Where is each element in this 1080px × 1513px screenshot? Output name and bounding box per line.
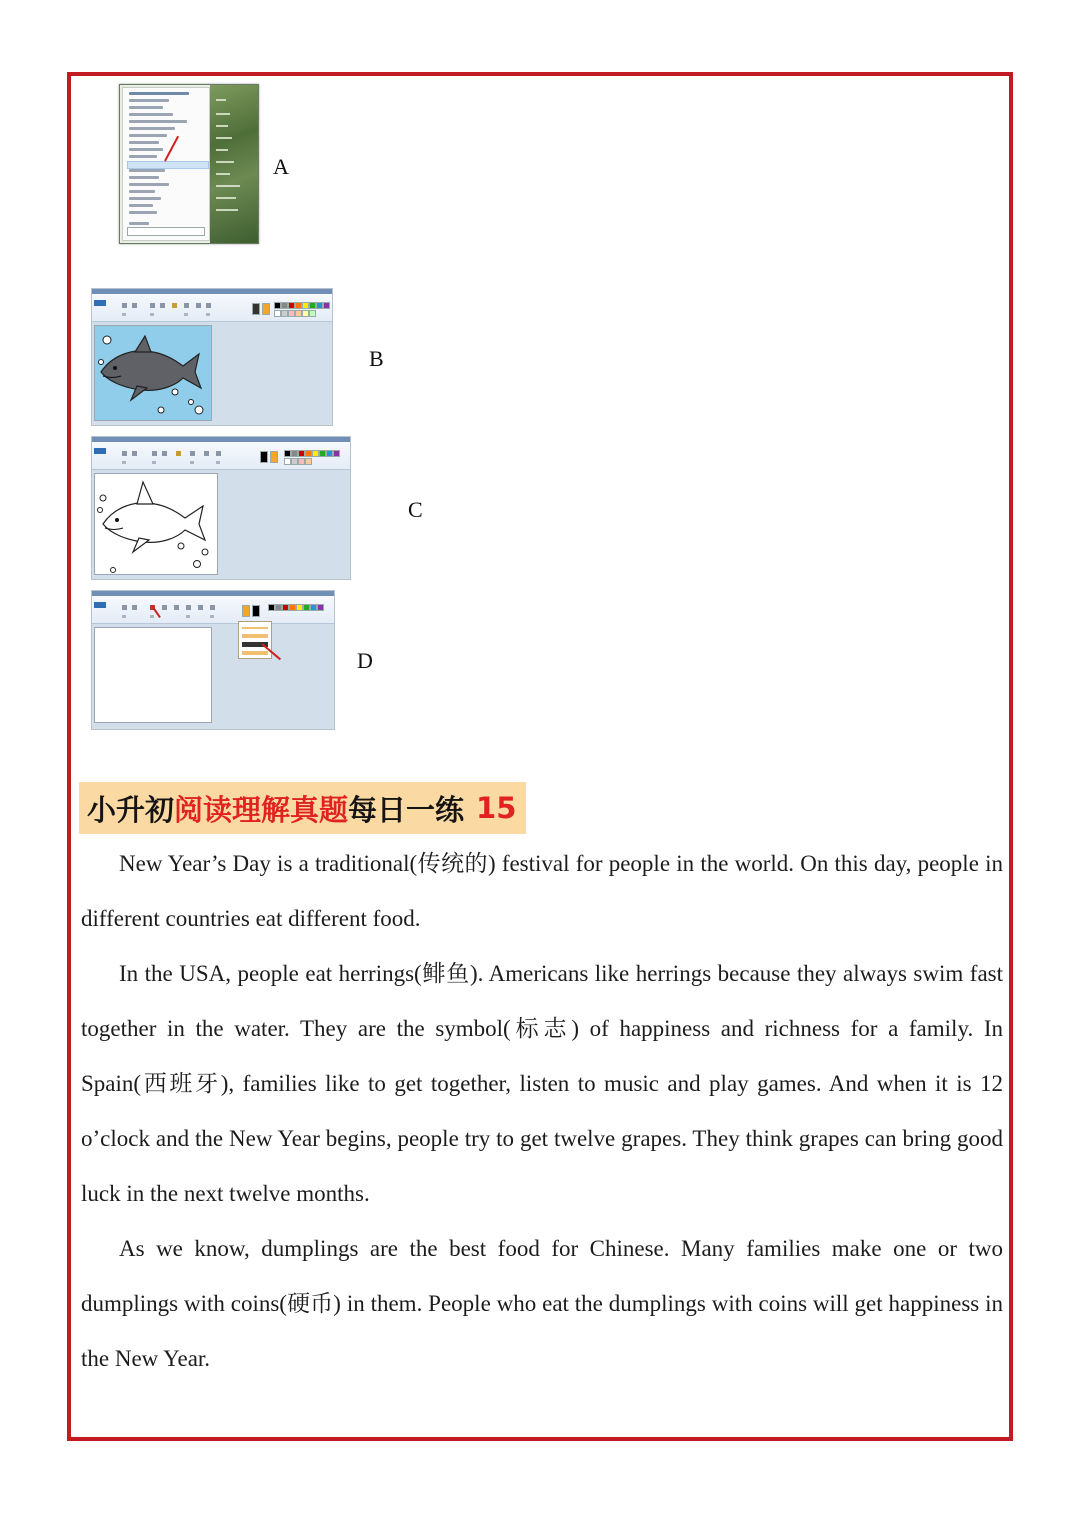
start-menu-program-list	[122, 87, 210, 241]
heading-part-2: 阅读理解真题	[174, 792, 349, 827]
heading-number: 15	[476, 791, 517, 825]
heading-part-3: 每日一练	[348, 792, 465, 827]
heading-part-1: 小升初	[87, 792, 175, 827]
section-heading	[79, 782, 526, 834]
passage-paragraph: As we know, dumplings are the best food for Chinese. Many families make one or two dumplings with coins(硬币) in them. People who eat the dumplings with coins will get happiness in the New Year.	[81, 1236, 1003, 1371]
start-menu-side-panel	[210, 85, 258, 243]
paint-colored-shark-screenshot	[91, 288, 333, 426]
option-label-b: B	[369, 346, 384, 371]
paint-blank-canvas-screenshot	[91, 590, 335, 730]
line-width-dropdown	[238, 621, 272, 659]
option-label-a: A	[273, 154, 289, 179]
option-label-c: C	[408, 497, 423, 522]
passage-paragraph: In the USA, people eat herrings(鲱鱼). Americans like herrings because they always swim fast together in the water. They are the symbol(标志) of happiness and richness for a family. In Spain(西班牙), families like to get together, listen to music and play games. And when it is 12 o’clock and the New Year begins, people try to get twelve grapes. They think grapes can bring good luck in the next twelve months.	[81, 961, 1003, 1206]
drawing-canvas	[94, 473, 218, 575]
paint-outline-shark-screenshot	[91, 436, 351, 580]
page-frame	[67, 72, 1013, 1441]
drawing-canvas	[94, 627, 212, 723]
passage-paragraph: New Year’s Day is a traditional(传统的) festival for people in the world. On this day, people in different countries eat different food.	[81, 851, 1003, 931]
reading-passage	[81, 836, 1003, 1386]
option-label-d: D	[357, 648, 373, 673]
drawing-canvas	[94, 325, 212, 421]
start-menu-screenshot	[119, 84, 259, 244]
